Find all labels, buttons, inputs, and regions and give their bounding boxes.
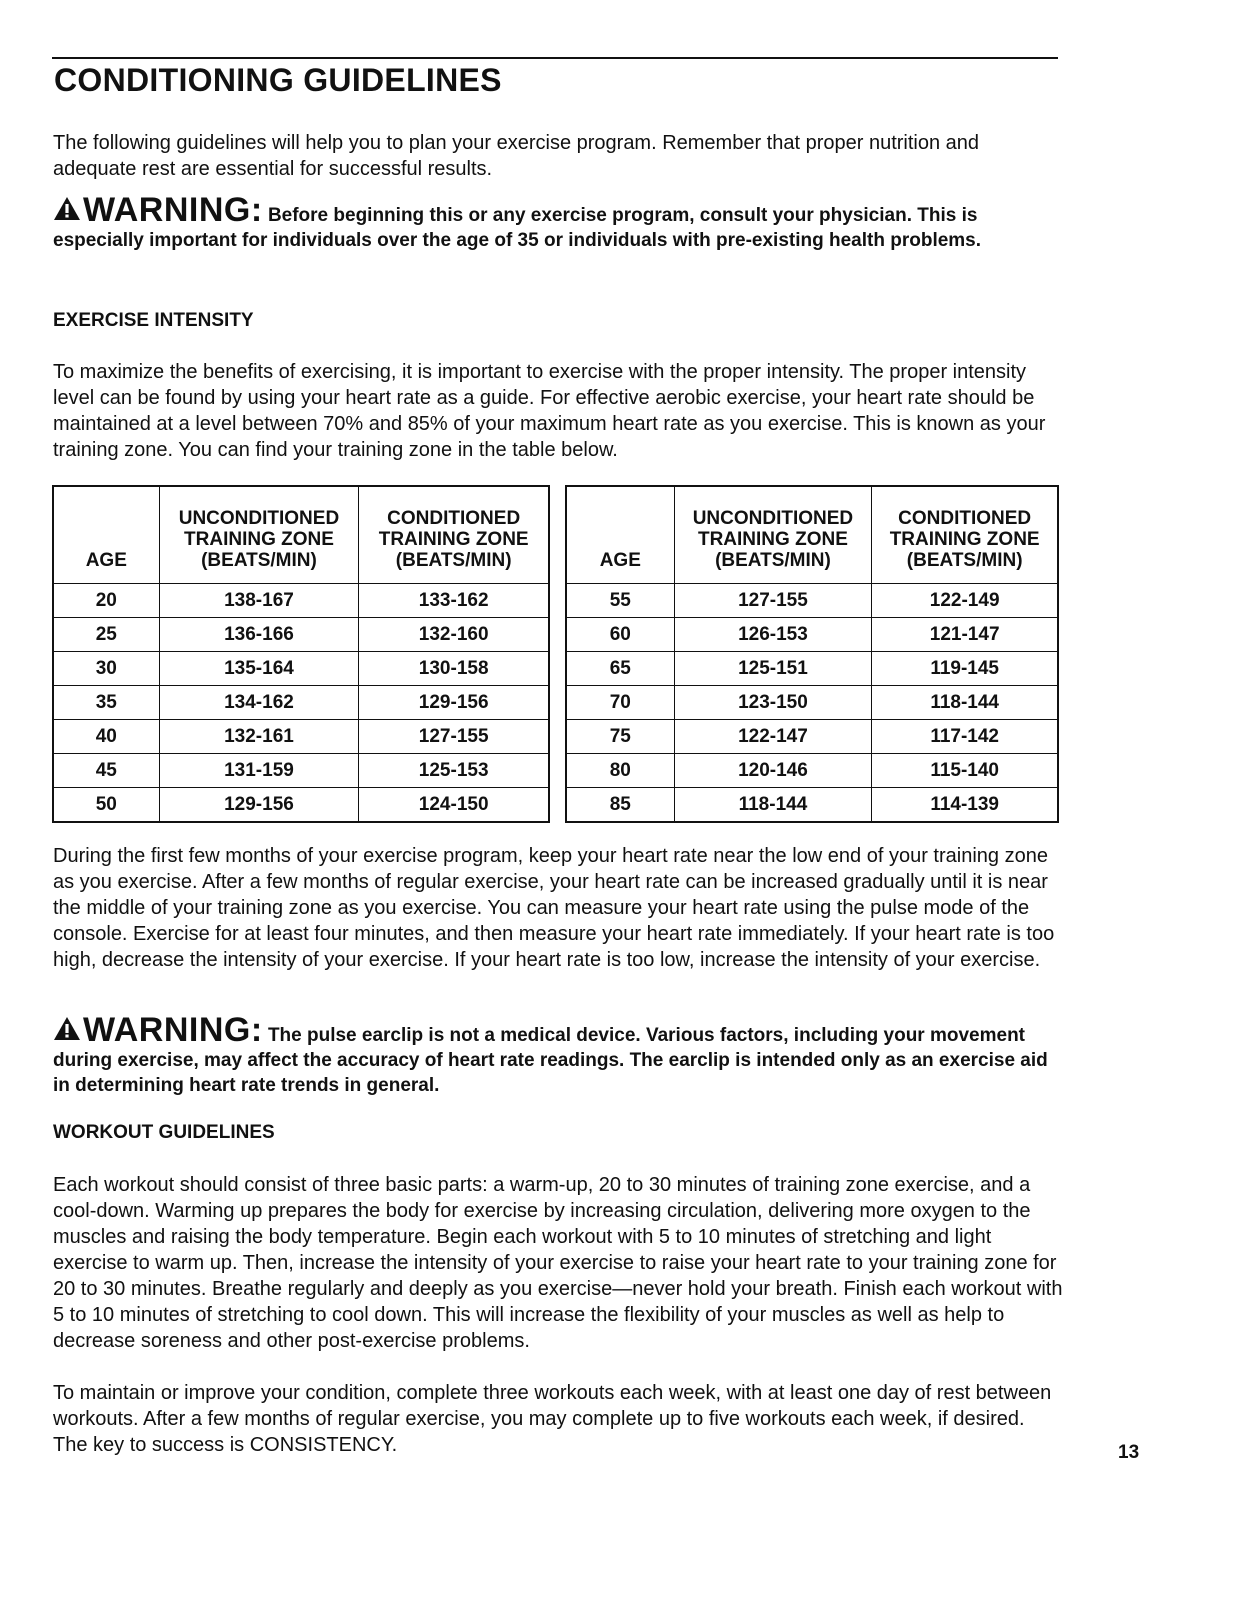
age-cell: 60: [567, 618, 675, 652]
conditioned-cell: 125-153: [359, 754, 549, 788]
age-header: AGE: [567, 487, 675, 584]
conditioned-header-line-1: CONDITIONED: [387, 508, 521, 529]
table-row: [567, 686, 1058, 720]
warning-block-1: [53, 191, 1063, 253]
conditioned-cell: 127-155: [359, 720, 549, 754]
unconditioned-cell: 131-159: [159, 754, 359, 788]
table-row: [54, 788, 549, 822]
table-header-row: [54, 487, 549, 584]
unconditioned-cell: 127-155: [674, 584, 872, 618]
unconditioned-header-line-1: UNCONDITIONED: [178, 508, 340, 529]
table-row: [54, 686, 549, 720]
table-row: [54, 652, 549, 686]
unconditioned-cell: 138-167: [159, 584, 359, 618]
table-row: [567, 652, 1058, 686]
age-cell: 75: [567, 720, 675, 754]
exercise-intensity-paragraph: To maximize the benefits of exercising, it is important to exercise with the proper intensity. The proper intensity level can be found by using your heart rate as a guide. For effective aerobic exercise, your heart rate should be maintained at a level between 70% and 85% of your maximum heart rate as you exercise. This is known as your training zone. You can find your training zone in the table below.: [53, 361, 1046, 461]
unconditioned-cell: 126-153: [674, 618, 872, 652]
age-cell: 20: [54, 584, 160, 618]
unconditioned-cell: 118-144: [674, 788, 872, 822]
conditioned-cell: 121-147: [872, 618, 1058, 652]
age-cell: 25: [54, 618, 160, 652]
conditioned-cell: 122-149: [872, 584, 1058, 618]
table-row: [567, 720, 1058, 754]
unconditioned-cell: 129-156: [159, 788, 359, 822]
warning-label-2: WARNING:: [83, 1011, 263, 1049]
age-cell: 45: [54, 754, 160, 788]
warning-label-1: WARNING:: [83, 191, 263, 229]
age-cell: 35: [54, 686, 160, 720]
training-zone-table-left: [53, 486, 549, 822]
conditioned-cell: 133-162: [359, 584, 549, 618]
unconditioned-cell: 122-147: [674, 720, 872, 754]
table-row: [567, 584, 1058, 618]
warning-triangle-icon: [53, 1016, 81, 1041]
age-cell: 40: [54, 720, 160, 754]
training-zone-table-right: [566, 486, 1058, 822]
unconditioned-header-line-2: TRAINING ZONE: [697, 529, 848, 550]
table-row: [54, 720, 549, 754]
unconditioned-header-line-3: (BEATS/MIN): [201, 550, 317, 571]
age-cell: 70: [567, 686, 675, 720]
conditioned-cell: 117-142: [872, 720, 1058, 754]
table-row: [567, 618, 1058, 652]
workout-guidelines-paragraph-1: Each workout should consist of three basic parts: a warm-up, 20 to 30 minutes of training zone exercise, and a cool-down. Warming up prepares the body for exercise by increasing circulation, delivering more oxygen to the muscles and raising the body temperature. Begin each workout with 5 to 10 minutes of stretching and light exercise to warm up. Then, increase the intensity of your exercise to raise your heart rate to your training zone for 20 to 30 minutes. Breathe regularly and deeply as you exercise—never hold your breath. Finish each workout with 5 to 10 minutes of stretching to cool down. This will increase the flexibility of your muscles as well as help to decrease soreness and other post-exercise problems.: [53, 1174, 1063, 1352]
age-cell: 30: [54, 652, 160, 686]
conditioned-header-line-1: CONDITIONED: [898, 508, 1032, 529]
conditioned-cell: 119-145: [872, 652, 1058, 686]
age-cell: 55: [567, 584, 675, 618]
conditioned-header: [359, 487, 549, 584]
conditioned-header-line-3: (BEATS/MIN): [395, 550, 512, 571]
unconditioned-cell: 120-146: [674, 754, 872, 788]
conditioned-header: [872, 487, 1058, 584]
unconditioned-cell: 135-164: [159, 652, 359, 686]
unconditioned-header-line-1: UNCONDITIONED: [692, 508, 854, 529]
after-table-paragraph: During the first few months of your exercise program, keep your heart rate near the low end of your training zone as you exercise. After a few months of regular exercise, your heart rate can be increased gradually until it is near the middle of your training zone as you exercise. You can measure your heart rate using the pulse mode of the console. Exercise for at least four minutes, and then measure your heart rate immediately. If your heart rate is too high, decrease the intensity of your exercise. If your heart rate is too low, increase the intensity of your exercise.: [53, 845, 1055, 971]
unconditioned-header-line-3: (BEATS/MIN): [715, 550, 831, 571]
age-cell: 85: [567, 788, 675, 822]
conditioned-cell: 114-139: [872, 788, 1058, 822]
table-row: [54, 754, 549, 788]
conditioned-header-line-3: (BEATS/MIN): [906, 550, 1023, 571]
unconditioned-cell: 136-166: [159, 618, 359, 652]
workout-guidelines-paragraph-2: To maintain or improve your condition, complete three workouts each week, with at least one day of rest between workouts. After a few months of regular exercise, you may complete up to five workouts each week, if desired. The key to success is CONSISTENCY.: [53, 1382, 1052, 1456]
conditioned-cell: 118-144: [872, 686, 1058, 720]
top-rule: [52, 57, 1058, 59]
warning-block-2: [53, 1011, 1063, 1098]
conditioned-cell: 132-160: [359, 618, 549, 652]
exercise-intensity-heading: EXERCISE INTENSITY: [53, 310, 254, 331]
conditioned-cell: 129-156: [359, 686, 549, 720]
warning-text-1: Before beginning this or any exercise program, consult your physician. This is especially important for individuals over the age of 35 or individuals with pre-existing health problems.: [53, 205, 982, 251]
conditioned-header-line-2: TRAINING ZONE: [889, 529, 1040, 550]
table-row: [567, 788, 1058, 822]
workout-guidelines-heading: WORKOUT GUIDELINES: [53, 1122, 275, 1143]
table-header-row: [567, 487, 1058, 584]
intro-paragraph: The following guidelines will help you to plan your exercise program. Remember that proper nutrition and adequate rest are essential for successful results.: [53, 132, 980, 180]
conditioned-cell: 130-158: [359, 652, 549, 686]
age-cell: 80: [567, 754, 675, 788]
warning-triangle-icon: [53, 196, 81, 221]
unconditioned-cell: 125-151: [674, 652, 872, 686]
conditioned-header-line-2: TRAINING ZONE: [378, 529, 529, 550]
unconditioned-cell: 123-150: [674, 686, 872, 720]
unconditioned-header: [159, 487, 359, 584]
unconditioned-header: [674, 487, 872, 584]
warning-text-2: The pulse earclip is not a medical device. Various factors, including your movement during exercise, may affect the accuracy of heart rate readings. The earclip is intended only as an exercise aid in determining heart rate trends in general.: [53, 1025, 1048, 1096]
page-number: 13: [1118, 1442, 1140, 1463]
unconditioned-cell: 132-161: [159, 720, 359, 754]
unconditioned-header-line-2: TRAINING ZONE: [184, 529, 334, 550]
unconditioned-cell: 134-162: [159, 686, 359, 720]
conditioned-cell: 115-140: [872, 754, 1058, 788]
page-title: CONDITIONING GUIDELINES: [54, 62, 502, 98]
age-cell: 50: [54, 788, 160, 822]
table-row: [567, 754, 1058, 788]
table-row: [54, 618, 549, 652]
table-row: [54, 584, 549, 618]
age-cell: 65: [567, 652, 675, 686]
age-header: AGE: [54, 487, 160, 584]
conditioned-cell: 124-150: [359, 788, 549, 822]
